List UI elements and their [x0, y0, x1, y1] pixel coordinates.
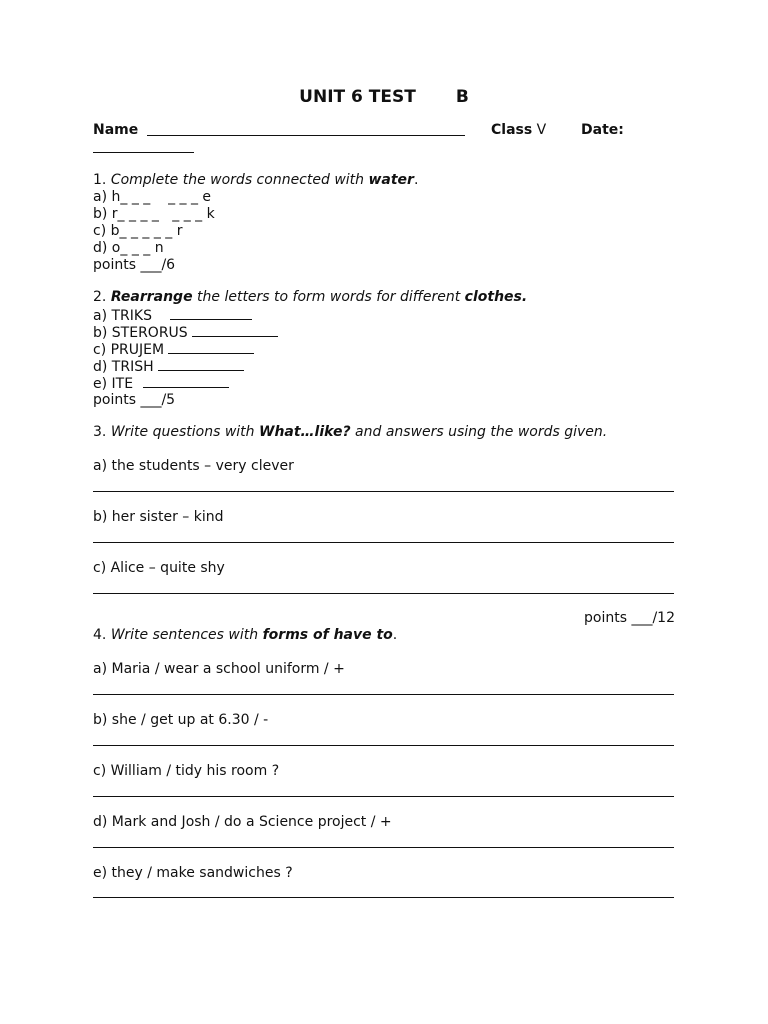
answer-line[interactable]	[93, 745, 674, 746]
q2-instr-keyword: Rearrange	[110, 289, 193, 305]
q1-item: d) o_ _ _ n	[93, 240, 164, 256]
q2-points: points ___/5	[93, 392, 176, 408]
q1-item: a) h_ _ _ _ _ _ e	[93, 189, 212, 205]
q2-answer-blank[interactable]	[170, 306, 252, 320]
q1-item: b) r_ _ _ _ _ _ _ k	[93, 206, 215, 222]
class-field	[491, 122, 546, 139]
name-label: Name	[93, 122, 139, 138]
q2-item-text: e) ITE	[93, 376, 134, 392]
q4-number: 4.	[93, 627, 107, 643]
q2-instruction	[93, 289, 527, 306]
q2-item-text: a) TRIKS	[93, 308, 152, 324]
q3-points: points ___/12	[584, 610, 675, 626]
answer-line[interactable]	[93, 847, 674, 848]
q2-item-text: d) TRISH	[93, 359, 154, 375]
date-field[interactable]	[93, 139, 194, 158]
q1-instruction	[93, 172, 418, 189]
q1-number: 1.	[93, 172, 107, 188]
q3-item: c) Alice – quite shy	[93, 560, 225, 576]
q2-answer-blank[interactable]	[158, 357, 244, 371]
q3-instr-text: Write questions with	[110, 424, 259, 440]
answer-line[interactable]	[93, 694, 674, 695]
q2-item-text: b) STERORUS	[93, 325, 188, 341]
q3-item: a) the students – very clever	[93, 458, 294, 474]
answer-line[interactable]	[93, 491, 674, 492]
q3-number: 3.	[93, 424, 107, 440]
class-value: V	[536, 122, 547, 138]
q4-instr-keyword: forms of have to	[262, 627, 393, 643]
q1-instr-text: Complete the words connected with	[110, 172, 369, 188]
q2-item-text: c) PRUJEM	[93, 342, 165, 358]
name-field[interactable]	[147, 122, 465, 141]
q4-item: d) Mark and Josh / do a Science project / +	[93, 814, 392, 830]
q4-item: c) William / tidy his room ?	[93, 763, 280, 779]
answer-line[interactable]	[93, 897, 674, 898]
q4-item: a) Maria / wear a school uniform / +	[93, 661, 345, 677]
q2-item	[93, 374, 229, 393]
q4-instr-end: .	[392, 627, 398, 643]
answer-line[interactable]	[93, 796, 674, 797]
q3-item: b) her sister – kind	[93, 509, 224, 525]
q2-instr-text: the letters to form words for different	[192, 289, 465, 305]
q4-item: e) they / make sandwiches ?	[93, 865, 293, 881]
q4-instruction	[93, 627, 397, 644]
answer-line[interactable]	[93, 542, 674, 543]
q3-instr-end: and answers using the words given.	[350, 424, 608, 440]
page-title	[0, 86, 768, 108]
title-text: UNIT 6 TEST	[299, 87, 416, 107]
q2-answer-blank[interactable]	[192, 323, 278, 337]
q4-item: b) she / get up at 6.30 / -	[93, 712, 269, 728]
q3-instr-keyword: What…like?	[259, 424, 351, 440]
q2-number: 2.	[93, 289, 107, 305]
q1-item: c) b_ _ _ _ _ r	[93, 223, 183, 239]
test-variant: B	[455, 87, 469, 107]
q1-instr-end: .	[413, 172, 419, 188]
answer-line[interactable]	[93, 593, 674, 594]
q2-instr-keyword2: clothes.	[464, 289, 528, 305]
q4-instr-text: Write sentences with	[110, 627, 263, 643]
q1-instr-keyword: water	[368, 172, 414, 188]
date-label: Date:	[581, 122, 624, 138]
q2-answer-blank[interactable]	[168, 340, 254, 354]
q2-answer-blank[interactable]	[143, 374, 229, 388]
class-label: Class	[491, 122, 533, 138]
q3-instruction	[93, 424, 607, 441]
q1-points: points ___/6	[93, 257, 176, 273]
